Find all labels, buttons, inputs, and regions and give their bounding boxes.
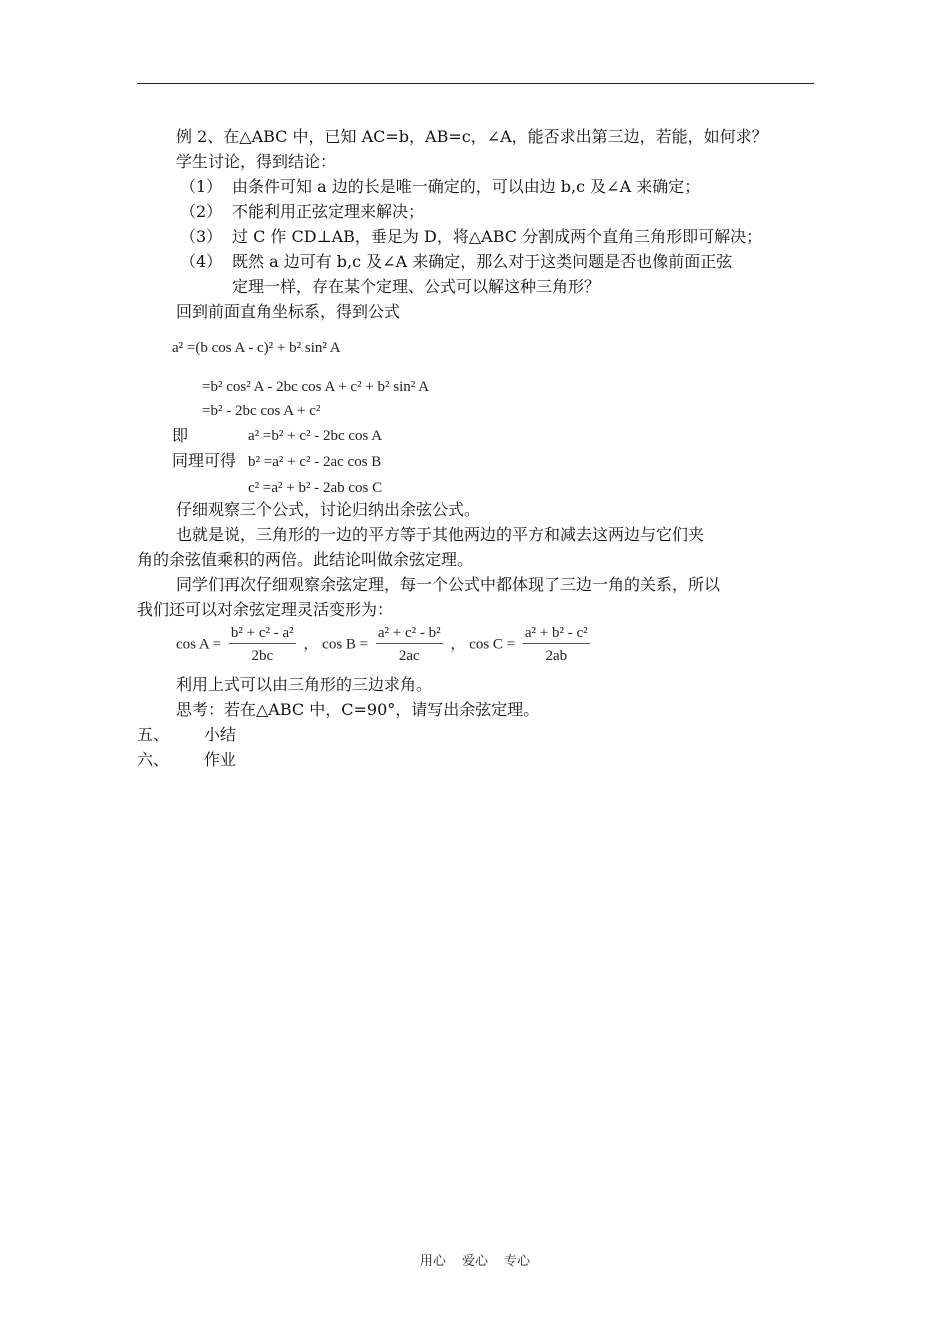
cos-c-fraction xyxy=(523,625,590,665)
formula-expansion-1: a² =(b cos A - c)² + b² sin² A xyxy=(172,340,341,356)
usage-note: 利用上式可以由三角形的三边求角。 xyxy=(176,675,433,694)
item-2-number: （2） xyxy=(180,202,223,221)
formula-law-b: b² =a² + c² - 2ac cos B xyxy=(248,454,382,470)
cos-b-fraction xyxy=(376,625,443,665)
cos-b-lhs: cos B = xyxy=(322,636,369,653)
item-1-number: （1） xyxy=(180,177,223,196)
item-3-number: （3） xyxy=(180,227,223,246)
coordinate-intro: 回到前面直角坐标系，得到公式 xyxy=(176,302,401,321)
variation-intro-2: 我们还可以对余弦定理灵活变形为： xyxy=(137,600,394,619)
comma: ， xyxy=(450,636,466,653)
cos-a-numerator: b² + c² - a² xyxy=(229,625,296,644)
label-tongli: 同理可得 xyxy=(172,451,237,470)
formula-law-c: c² =a² + b² - 2ab cos C xyxy=(248,480,383,496)
comma: ， xyxy=(303,636,319,653)
discussion-intro: 学生讨论，得到结论： xyxy=(176,152,337,171)
observe-text: 仔细观察三个公式，讨论归纳出余弦公式。 xyxy=(176,500,481,519)
cosine-rearranged-formulas xyxy=(176,625,594,665)
item-4-text-continued: 定理一样，存在某个定理、公式可以解这种三角形？ xyxy=(232,277,601,296)
cos-c-denominator: 2ab xyxy=(545,648,568,664)
cos-a-denominator: 2bc xyxy=(251,648,274,664)
law-explanation-2: 角的余弦值乘积的两倍。此结论叫做余弦定理。 xyxy=(137,550,474,569)
variation-intro-1: 同学们再次仔细观察余弦定理，每一个公式中都体现了三边一角的关系，所以 xyxy=(176,575,721,594)
cos-a-fraction xyxy=(229,625,296,665)
page-footer: 用心 爱心 专心 xyxy=(419,1254,531,1269)
item-3-text: 过 C 作 CD⊥AB，垂足为 D，将△ABC 分割成两个直角三角形即可解决； xyxy=(232,227,763,246)
section-6-number: 六、 xyxy=(137,750,170,769)
cos-b-numerator: a² + c² - b² xyxy=(376,625,443,644)
formula-law-a: a² =b² + c² - 2bc cos A xyxy=(248,428,383,444)
thinking-question: 思考：若在△ABC 中，C=90°，请写出余弦定理。 xyxy=(176,700,540,719)
item-4-text: 既然 a 边可有 b,c 及∠A 来确定，那么对于这类问题是否也像前面正弦 xyxy=(232,252,733,271)
section-6-title: 作业 xyxy=(204,750,237,769)
item-2-text: 不能利用正弦定理来解决； xyxy=(232,202,425,221)
cos-a-lhs: cos A = xyxy=(176,636,222,653)
label-ji: 即 xyxy=(172,426,189,445)
example-2-question: 例 2、在△ABC 中，已知 AC=b，AB=c，∠A，能否求出第三边，若能，如何求？ xyxy=(176,127,768,146)
formula-expansion-2: =b² cos² A - 2bc cos A + c² + b² sin² A xyxy=(202,379,430,395)
cos-c-lhs: cos C = xyxy=(469,636,516,653)
item-4-number: （4） xyxy=(180,252,223,271)
section-5-title: 小结 xyxy=(204,725,237,744)
cos-b-denominator: 2ac xyxy=(398,648,420,664)
item-1-text: 由条件可知 a 边的长是唯一确定的，可以由边 b,c 及∠A 来确定； xyxy=(232,177,701,196)
section-5-number: 五、 xyxy=(137,725,170,744)
law-explanation-1: 也就是说，三角形的一边的平方等于其他两边的平方和减去这两边与它们夹 xyxy=(176,525,705,544)
header-rule xyxy=(137,83,814,84)
formula-expansion-3: =b² - 2bc cos A + c² xyxy=(202,403,321,419)
cos-c-numerator: a² + b² - c² xyxy=(523,625,590,644)
